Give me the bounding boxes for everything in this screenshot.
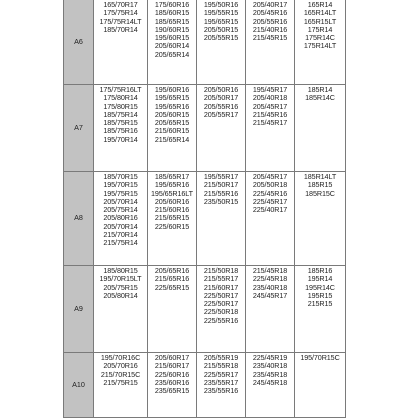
tire-size: 185R14C [305, 93, 335, 103]
tire-size: 195/65R15 [154, 93, 190, 103]
group-label: A8 [64, 172, 94, 266]
tire-size: 225/60R16 [154, 369, 190, 379]
tire-size: 185/75R14 [103, 109, 138, 119]
size-list-cell [246, 172, 295, 266]
tire-size: 235/50R15 [203, 196, 239, 206]
size-list-cell [246, 353, 295, 418]
tire-size: 185/60R15 [154, 8, 190, 18]
tire-size: 215/70R15C [100, 369, 141, 379]
size-list-cell [295, 85, 346, 172]
tire-size: 225/45R16 [252, 188, 288, 198]
tire-size: 185R14LT [303, 172, 337, 181]
tire-size: 205/65R16 [154, 266, 190, 275]
tire-size: 205/80R14 [103, 290, 138, 300]
size-list-cell [197, 85, 246, 172]
tire-size: 205/55R17 [203, 109, 239, 119]
size-list-cell [148, 85, 197, 172]
tire-size: 215/55R16 [203, 188, 239, 198]
tire-size: 235/65R15 [154, 386, 190, 396]
tire-size: 190/60R15 [154, 24, 190, 34]
size-group-row [64, 85, 346, 172]
tire-size: 215/75R15 [103, 377, 138, 387]
tire-size: 205/60R14 [154, 41, 190, 51]
tire-size: 215/75R14 [103, 238, 138, 248]
tire-size: 175R14LT [303, 41, 337, 51]
tire-size: 235/55R17 [203, 377, 239, 387]
tire-size: 165R14 [307, 0, 333, 9]
size-list-cell [148, 0, 197, 85]
tire-size: 205/70R14 [103, 221, 138, 231]
size-group-row [64, 0, 346, 85]
tire-size: 185/65R15 [154, 16, 190, 26]
tire-size: 205/55R15 [203, 33, 239, 43]
tire-size: 185R14 [307, 85, 333, 94]
tire-size: 185R16 [307, 266, 333, 275]
tire-size: 195/55R15 [203, 8, 239, 18]
tire-size: 215/70R14 [103, 230, 138, 240]
size-list-cell [197, 266, 246, 353]
tire-size: 165R14LT [303, 8, 337, 18]
group-label: A9 [64, 266, 94, 353]
size-list-cell [148, 353, 197, 418]
tire-size: 205/45R16 [252, 8, 288, 18]
tire-size: 195/65R16LT [151, 188, 193, 198]
size-list-cell [94, 0, 148, 85]
size-group-row [64, 172, 346, 266]
tire-size: 175R14 [307, 24, 333, 34]
tire-size: 225/45R18 [252, 274, 288, 284]
tire-size: 205/50R17 [203, 93, 239, 103]
tire-size: 225/50R18 [203, 307, 239, 317]
tire-size: 205/80R16 [103, 213, 138, 223]
tire-size: 225/45R19 [252, 353, 288, 362]
tire-size: 205/50R15 [203, 24, 239, 34]
tire-size: 175/75R14 [103, 8, 138, 18]
tire-size: 185/65R17 [154, 172, 190, 181]
tire-size: 225/55R17 [203, 369, 239, 379]
tire-size: 175/75R14LT [99, 16, 142, 26]
tire-size: 185/75R16 [103, 126, 138, 136]
tire-size: 205/50R18 [252, 180, 288, 190]
tire-size: 215/45R16 [252, 109, 288, 119]
tire-size: 215/60R15 [154, 126, 190, 136]
tire-size: 225/50R17 [203, 299, 239, 309]
tire-size: 215/45R17 [252, 118, 288, 128]
tire-size: 215/40R16 [252, 24, 288, 34]
tire-size: 195/50R16 [203, 0, 239, 9]
tire-size: 185/70R15 [103, 172, 138, 181]
tire-size: 235/55R16 [203, 386, 239, 396]
tire-size: 195/70R14 [103, 134, 138, 144]
tire-size: 225/55R16 [203, 315, 239, 325]
size-list-cell [94, 172, 148, 266]
tire-size: 215/50R17 [203, 180, 239, 190]
tire-size: 215/60R17 [203, 282, 239, 292]
group-label: A10 [64, 353, 94, 418]
tire-size: 235/40R18 [252, 361, 288, 371]
tire-size: 165R15LT [303, 16, 337, 26]
tire-size: 205/45R17 [252, 101, 288, 111]
tire-size: 205/40R18 [252, 93, 288, 103]
tire-size: 195R14C [305, 282, 335, 292]
tire-size: 205/60R17 [154, 353, 190, 362]
size-list-cell [94, 266, 148, 353]
tire-size: 225/60R15 [154, 221, 190, 231]
tire-size: 195/70R15LT [99, 274, 142, 284]
tire-size: 235/45R18 [252, 369, 288, 379]
tire-size: 205/70R14 [103, 196, 138, 206]
tire-size: 215/45R18 [252, 266, 288, 275]
size-list-cell [246, 0, 295, 85]
tire-size: 215/50R18 [203, 266, 239, 275]
tire-size: 195/65R15 [203, 16, 239, 26]
tire-size: 205/55R19 [203, 353, 239, 362]
tire-size: 205/50R16 [203, 85, 239, 94]
tire-size: 205/40R17 [252, 0, 288, 9]
tire-size: 185/75R15 [103, 118, 138, 128]
tire-size: 175/80R15 [103, 101, 138, 111]
tire-size: 195R15 [307, 290, 333, 300]
size-list-cell [295, 172, 346, 266]
tire-size: 245/45R17 [252, 290, 288, 300]
tire-size: 195/75R15 [103, 188, 138, 198]
tire-size: 205/55R16 [252, 16, 288, 26]
tire-size: 225/50R17 [203, 290, 239, 300]
tire-size: 215/60R17 [154, 361, 190, 371]
tire-size: 205/55R16 [203, 101, 239, 111]
tire-size: 185/80R15 [103, 266, 138, 275]
size-list-cell [94, 85, 148, 172]
size-group-row [64, 266, 346, 353]
tire-size: 205/75R14 [103, 205, 138, 215]
size-list-cell [197, 172, 246, 266]
tire-size: 185R15 [307, 180, 333, 190]
tire-size: 205/60R16 [154, 196, 190, 206]
size-list-cell [246, 85, 295, 172]
tire-size: 215/45R15 [252, 33, 288, 43]
tire-size: 205/70R16 [103, 361, 138, 371]
tire-size: 175/60R16 [154, 0, 190, 9]
tire-size: 215/60R16 [154, 205, 190, 215]
tire-size: 205/60R15 [154, 109, 190, 119]
tire-size: 165/70R17 [103, 0, 138, 9]
tire-size: 185/70R14 [103, 24, 138, 34]
tire-size: 195/55R17 [203, 172, 239, 181]
tire-size: 235/40R18 [252, 282, 288, 292]
tire-size-table [63, 0, 346, 418]
tire-size: 195/70R15C [300, 353, 340, 362]
tire-size: 175/80R14 [103, 93, 138, 103]
group-label: A7 [64, 85, 94, 172]
tire-size: 245/45R18 [252, 377, 288, 387]
size-list-cell [148, 266, 197, 353]
tire-size: 215/65R14 [154, 134, 190, 144]
tire-size: 195/60R16 [154, 85, 190, 94]
tire-size: 175/75R16LT [99, 85, 142, 94]
size-list-cell [295, 266, 346, 353]
tire-size: 205/65R15 [154, 118, 190, 128]
tire-size: 205/65R14 [154, 49, 190, 59]
size-list-cell [197, 353, 246, 418]
size-list-cell [295, 0, 346, 85]
size-group-row [64, 353, 346, 418]
tire-size: 195R14 [307, 274, 333, 284]
size-list-cell [246, 266, 295, 353]
size-list-cell [94, 353, 148, 418]
size-list-cell [197, 0, 246, 85]
tire-size: 225/65R15 [154, 282, 190, 292]
tire-size: 205/45R17 [252, 172, 288, 181]
tire-size: 195/70R15 [103, 180, 138, 190]
tire-size: 225/45R17 [252, 196, 288, 206]
tire-size: 215/55R18 [203, 361, 239, 371]
tire-size: 185R15C [305, 188, 335, 198]
group-label: A6 [64, 0, 94, 85]
tire-size: 215/65R16 [154, 274, 190, 284]
size-list-cell [295, 353, 346, 418]
tire-size: 215R15 [307, 299, 333, 309]
tire-size: 215/55R17 [203, 274, 239, 284]
tire-size: 195/65R16 [154, 101, 190, 111]
tire-size: 205/75R15 [103, 282, 138, 292]
tire-size: 195/60R15 [154, 33, 190, 43]
tire-size: 195/70R16C [100, 353, 141, 362]
tire-size: 225/40R17 [252, 205, 288, 215]
tire-size: 195/45R17 [252, 85, 288, 94]
tire-size: 195/65R16 [154, 180, 190, 190]
tire-size: 235/60R16 [154, 377, 190, 387]
tire-size: 175R14C [305, 33, 335, 43]
size-list-cell [148, 172, 197, 266]
tire-size: 215/65R15 [154, 213, 190, 223]
